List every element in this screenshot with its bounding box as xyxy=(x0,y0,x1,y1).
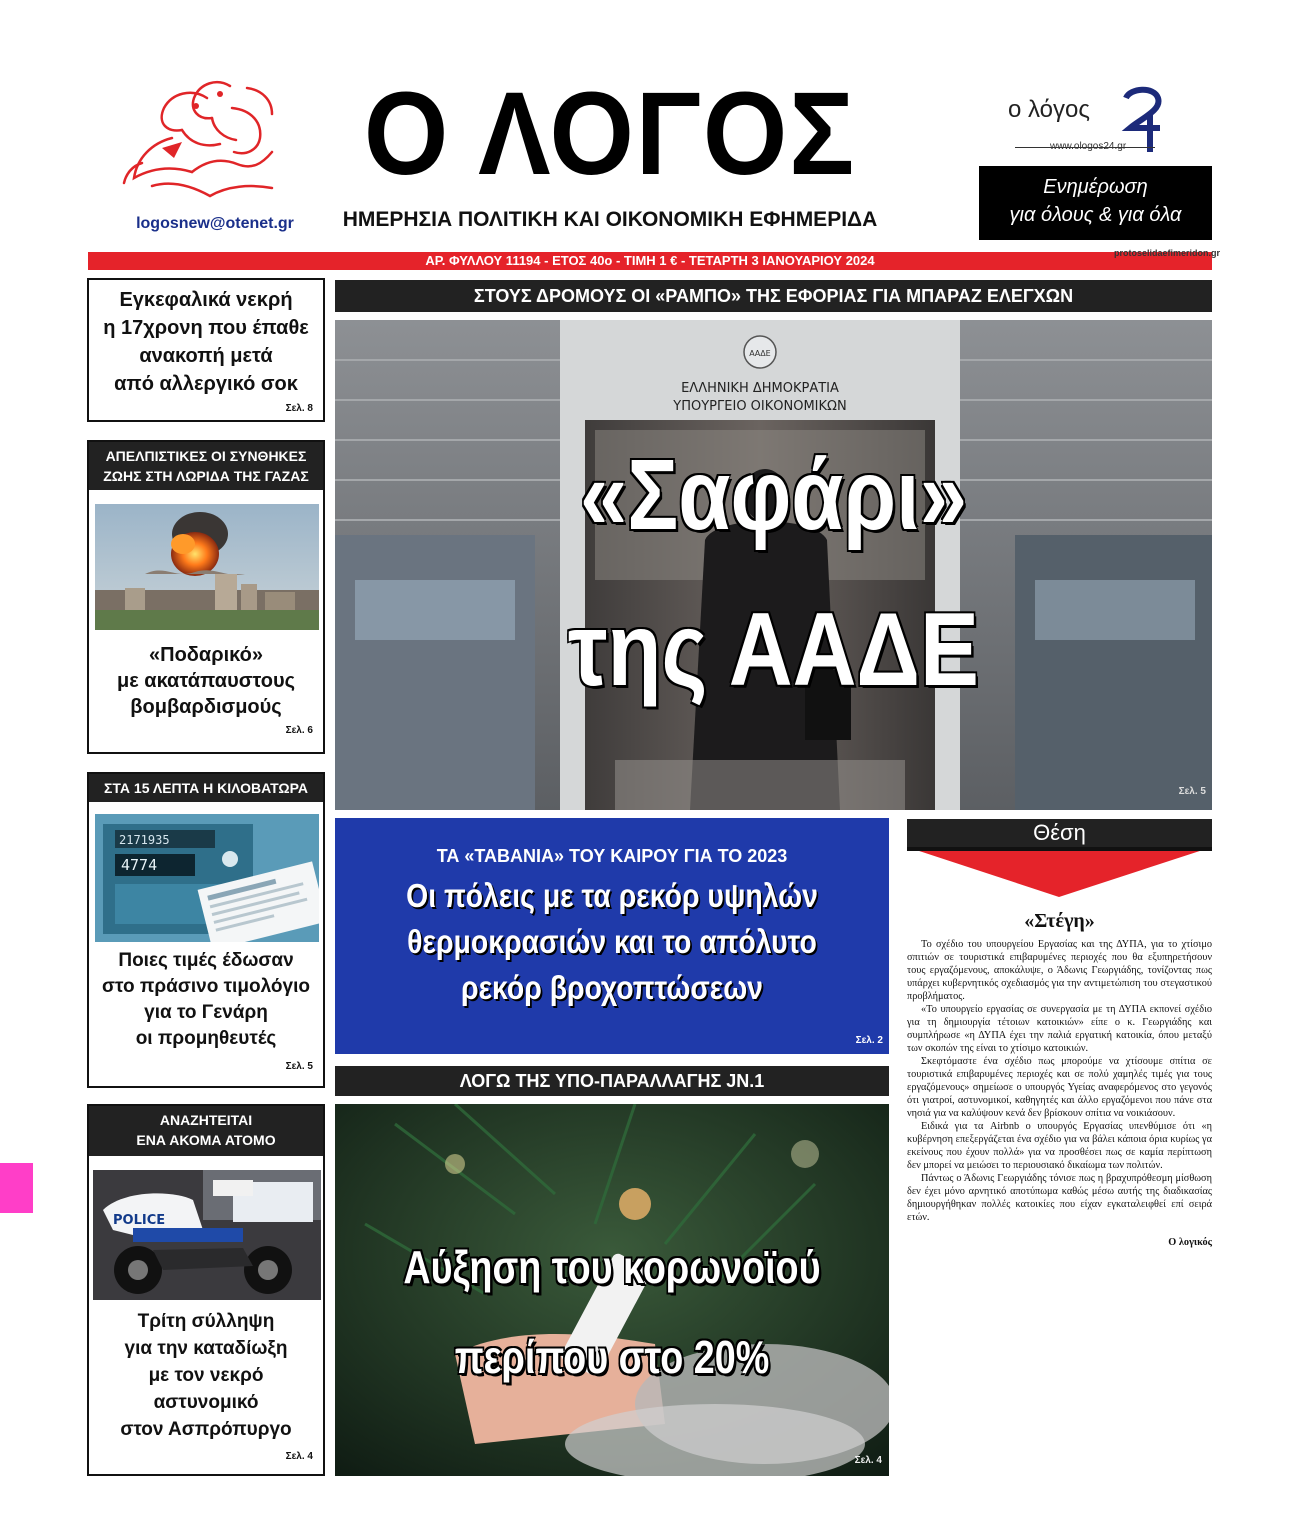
weather-kicker: ΤΑ «ΤΑΒΑΝΙΑ» ΤΟΥ ΚΑΙΡΟΥ ΓΙΑ ΤΟ 2023 xyxy=(436,846,788,866)
story2-header-line2: ΖΩΗΣ ΣΤΗ ΛΩΡΙΔΑ ΤΗΣ ΓΑΖΑΣ xyxy=(103,468,309,484)
story1-page: Σελ. 8 xyxy=(285,403,313,414)
story1-line: η 17χρονη που έπαθε xyxy=(103,317,309,339)
opinion-header: Θέση xyxy=(907,819,1212,847)
story1-line: ανακοπή μετά xyxy=(139,345,273,367)
story4-line: για την καταδίωξη xyxy=(124,1338,288,1359)
story4-header-line2: ΕΝΑ ΑΚΟΜΑ ΑΤΟΜΟ xyxy=(136,1132,276,1148)
weather-page: Σελ. 2 xyxy=(855,1035,883,1046)
story3-line: στο πράσινο τιμολόγιο xyxy=(102,976,310,997)
covid-page: Σελ. 4 xyxy=(854,1455,882,1466)
logo24-mark xyxy=(1120,84,1170,154)
logo24-url: www.ologos24.gr xyxy=(1050,141,1127,152)
covid-headline-line1: Αύξηση του κορωνοϊού xyxy=(403,1241,821,1293)
story4-line: στον Ασπρόπυργο xyxy=(120,1419,292,1440)
story3-line: οι προμηθευτές xyxy=(135,1028,277,1049)
story-box-1[interactable] xyxy=(87,278,325,422)
opinion-body xyxy=(907,938,1212,1249)
meter-digits: 2171935 xyxy=(119,833,170,847)
story2-header-line1: ΑΠΕΛΠΙΣΤΙΚΕΣ ΟΙ ΣΥΝΘΗΚΕΣ xyxy=(105,448,307,464)
opinion-paragraph: Σκεφτόμαστε ένα σχέδιο πως μπορούμε να χτίσουμε σπίτια σε τουριστικά επιβαρυμένες περιοχές και σε πολύ χαμηλές τιμές για τους εργαζόμενους» σημείωσε ο υπουργός Υγείας αναφερόμενος στο γεγονός ότι γιατροί, αστυνομικοί, καθηγητές και άλλο εργαζόμενοι που πάνε στα νησιά για να καλύψουν κενά δεν βρίσκουν σπίτια να νοικιάσουν. xyxy=(907,1056,1212,1119)
story2-line: «Ποδαρικό» xyxy=(149,644,263,666)
story4-line: με τον νεκρό xyxy=(148,1365,264,1386)
police-motorcycle-photo xyxy=(93,1170,321,1300)
meter-small: 4774 xyxy=(121,856,158,874)
opinion-arrow xyxy=(907,847,1212,897)
police-label: POLICE xyxy=(113,1213,166,1228)
covid-headline-line2: περίπου στο 20% xyxy=(454,1331,770,1383)
slogan-line1: Ενημέρωση xyxy=(1043,176,1148,198)
electric-meter-photo xyxy=(95,814,319,942)
sign-line2: ΥΠΟΥΡΓΕΙΟ ΟΙΚΟΝΟΜΙΚΩΝ xyxy=(673,399,847,414)
logo24-text: ο λόγος xyxy=(1008,96,1090,123)
weather-line: θερμοκρασιών και το απόλυτο xyxy=(407,923,817,960)
story2-line: με ακατάπαυστους xyxy=(116,670,296,692)
weather-story-box[interactable] xyxy=(335,818,889,1054)
gaza-photo xyxy=(95,504,319,630)
main-kicker: ΣΤΟΥΣ ΔΡΟΜΟΥΣ ΟΙ «ΡΑΜΠΟ» ΤΗΣ ΕΦΟΡΙΑΣ ΓΙΑ ΜΠΑΡΑΖ ΕΛΕΓΧΩΝ xyxy=(335,280,1212,312)
sign-logo: ΑΑΔΕ xyxy=(749,349,771,358)
story3-line: Ποιες τιμές έδωσαν xyxy=(118,950,294,971)
masthead-subtitle: ΗΜΕΡΗΣΙΑ ΠΟΛΙΤΙΚΗ ΚΑΙ ΟΙΚΟΝΟΜΙΚΗ ΕΦΗΜΕΡΙΔΑ xyxy=(342,208,878,231)
weather-line: ρεκόρ βροχοπτώσεων xyxy=(461,969,763,1006)
story3-header: ΣΤΑ 15 ΛΕΠΤΑ Η ΚΙΛΟΒΑΤΩΡΑ xyxy=(89,774,323,802)
opinion-title: «Στέγη» xyxy=(1024,910,1095,932)
opinion-paragraph: «Το υπουργείο εργασίας σε συνεργασία με τη ΔΥΠΑ εκπονεί σχέδιο για τη δημιουργία τέτοιων κατοικιών» είπε ο κ. Γεωργιάδης και συμπλήρωσε «η ΔΥΠΑ έχει την παλιά εργατική κατοικία, όπου μεταξύ των σκοπών της είναι το χτίσιμο κατοικιών. xyxy=(907,1004,1212,1054)
story3-line: για το Γενάρη xyxy=(144,1002,268,1023)
slogan-line2: για όλους & για όλα xyxy=(1009,204,1182,226)
story1-line: Εγκεφαλικά νεκρή xyxy=(119,289,293,311)
newspaper-emblem xyxy=(112,68,322,208)
story4-header xyxy=(89,1106,323,1156)
story-box-2[interactable] xyxy=(87,440,325,754)
main-story-photo[interactable] xyxy=(335,320,1212,810)
contact-email: logosnew@otenet.gr xyxy=(136,215,294,232)
story1-line: από αλλεργικό σοκ xyxy=(114,373,298,395)
story4-header-line1: ΑΝΑΖΗΤΕΙΤΑΙ xyxy=(159,1112,253,1128)
issue-line: ΑΡ. ΦΥΛΛΟΥ 11194 - ΕΤΟΣ 40ο - ΤΙΜΗ 1 € - ΤΕΤΑΡΤΗ 3 ΙΑΝΟΥΑΡΙΟΥ 2024 xyxy=(425,253,875,268)
story-box-4[interactable] xyxy=(87,1104,325,1476)
weather-line: Οι πόλεις με τα ρεκόρ υψηλών xyxy=(406,877,818,914)
story3-page: Σελ. 5 xyxy=(285,1061,313,1072)
opinion-paragraph: Πάντως ο Άδωνις Γεωργιάδης τόνισε πως η βραχυπρόθεσμη μίσθωση δεν έχει μόνο αρνητικό αποτύπωμα καθώς μέσω αυτής της διαδικασίας δημιουργήθηκαν πολλές κατοικίες που είχαν εγκαταλειφθεί επί σειρά ετών. xyxy=(907,1173,1212,1223)
story2-page: Σελ. 6 xyxy=(285,725,313,736)
main-headline-line2: της ΑΑΔΕ xyxy=(568,592,979,708)
story-box-3[interactable] xyxy=(87,772,325,1088)
sign-line1: ΕΛΛΗΝΙΚΗ ΔΗΜΟΚΡΑΤΙΑ xyxy=(681,381,839,396)
main-page: Σελ. 5 xyxy=(1178,786,1206,797)
print-color-mark xyxy=(0,1163,33,1213)
slogan-box xyxy=(979,166,1212,240)
story4-page: Σελ. 4 xyxy=(285,1451,313,1462)
opinion-paragraph: Το σχέδιο του υπουργείου Εργασίας και της ΔΥΠΑ, για το χτίσιμο σπιτιών σε τουριστικά επιβαρυμένες περιοχές που θα εξυπηρετήσουν τους εργαζόμενους, αποκάλυψε, ο Άδωνις Γεωργιάδης, τονίζοντας πως υπάρχει κυβερνητικός σχεδιασμός για την αντιμετώπιση του στεγαστικού προβλήματος. xyxy=(907,939,1212,1002)
story2-line: βομβαρδισμούς xyxy=(130,696,282,718)
covid-kicker: ΛΟΓΩ ΤΗΣ ΥΠΟ-ΠΑΡΑΛΛΑΓΗΣ JN.1 xyxy=(335,1066,889,1096)
source-credit: protoselidaefimeridon.gr xyxy=(1113,248,1220,258)
main-headline-line1: «Σαφάρι» xyxy=(579,439,968,551)
masthead-title: Ο ΛΟΓΟΣ xyxy=(363,68,857,200)
opinion-paragraph: Ειδικά για τα Airbnb ο υπουργός Εργασίας υπενθύμισε ότι «η κυβέρνηση επεξεργάζεται ένα σχέδιο για να βάλει κάποια όρια κυρίως γα εκείνους που έχουν πολλά» για να προσθέσει πως σε καμία περίπτωση δεν μπορεί να μειώσει το περιουσιακό δικαίωμα των πολιτών. xyxy=(907,1121,1212,1171)
opinion-signature: Ο λογικός xyxy=(1168,1237,1212,1248)
story2-header xyxy=(89,442,323,490)
story4-line: Τρίτη σύλληψη xyxy=(137,1311,275,1332)
story4-line: αστυνομικό xyxy=(153,1392,259,1413)
